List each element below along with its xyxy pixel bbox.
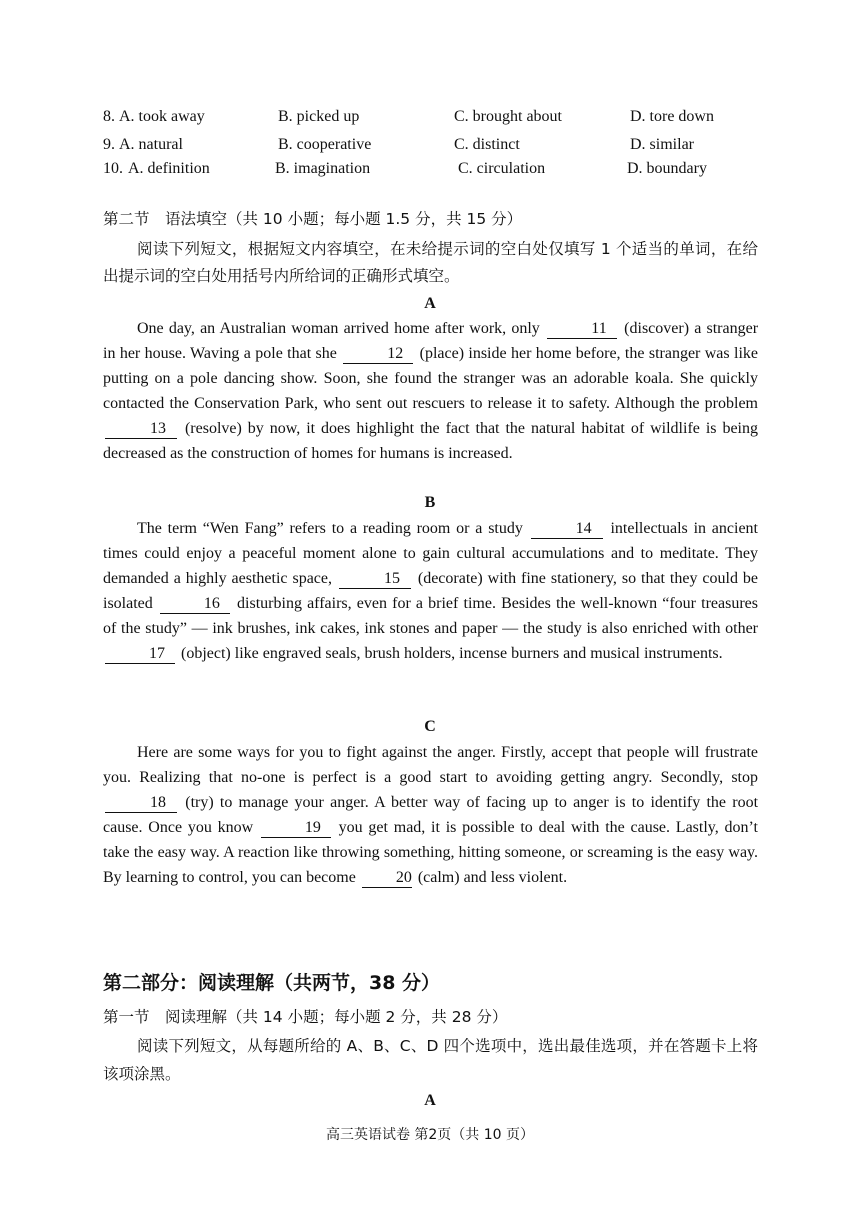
option-c: C. distinct (454, 136, 520, 153)
passage-text: (calm) and less violent. (417, 869, 568, 886)
section-instruction: 阅读下列短文，根据短文内容填空，在未给提示词的空白处仅填写 1 个适当的单词，在给出提示词的空白处用括号内所给词的正确形式填空。 (103, 240, 758, 285)
option-d: D. boundary (627, 160, 707, 177)
passage-a (103, 316, 758, 466)
page-footer: 高三英语试卷 第2页（共 10 页） (325, 1127, 535, 1143)
passage-label-a: A (424, 1092, 436, 1109)
question-number: 9. (103, 136, 115, 153)
option-b: B. imagination (275, 160, 371, 177)
blank-11: 11 (547, 320, 617, 339)
question-number: 10. (103, 160, 123, 177)
blank-13: 13 (105, 420, 177, 439)
passage-text: intellectuals in ancient times could enjoy a peaceful moment alone to gain cultural accumulations and to meditate. They demanded a highly aesthetic space, (103, 520, 759, 587)
option-d: D. similar (630, 136, 694, 153)
passage-label-b: B (424, 494, 436, 511)
option-a: A. definition (128, 160, 210, 177)
passage-text: The term “Wen Fang” refers to a reading room or a study (137, 520, 523, 537)
passage-text: (decorate) with fine stationery, so that they could be isolated (103, 570, 758, 612)
option-d: D. tore down (630, 108, 714, 125)
blank-14: 14 (531, 520, 603, 539)
option-c: C. circulation (458, 160, 546, 177)
passage-c (103, 740, 758, 890)
option-a: A. took away (119, 108, 205, 125)
blank-19: 19 (261, 819, 331, 838)
part-heading: 第二部分：阅读理解（共两节，38 分） (103, 972, 441, 994)
passage-text: you get mad, it is possible to deal with the cause. Lastly, don’t take the easy way. A reaction like throwing something, hitting someone, or screaming is the easy way. By learning to control, you can become (103, 819, 759, 886)
option-row-10 (103, 158, 763, 180)
blank-17: 17 (105, 645, 175, 664)
blank-16: 16 (160, 595, 230, 614)
blank-18: 18 (105, 794, 177, 813)
passage-text: One day, an Australian woman arrived home after work, only (137, 320, 540, 337)
blank-15: 15 (339, 570, 411, 589)
passage-label-c: C (424, 718, 436, 735)
option-b: B. cooperative (278, 136, 372, 153)
option-row-9 (103, 134, 763, 156)
passage-text: disturbing affairs, even for a brief time. Besides the well-known “four treasures of the study” — ink brushes, ink cakes, ink stones and paper — the study is also enriched with other (103, 595, 758, 637)
option-c: C. brought about (454, 108, 562, 125)
passage-b (103, 516, 758, 666)
section-instruction: 阅读下列短文，从每题所给的 A、B、C、D 四个选项中，选出最佳选项，并在答题卡上将该项涂黑。 (103, 1037, 758, 1083)
blank-12: 12 (343, 345, 413, 364)
passage-text: (object) like engraved seals, brush holders, incense burners and musical instruments. (181, 645, 723, 662)
passage-text: (discover) a stranger in her house. Waving a pole that she (103, 320, 759, 362)
passage-text: Here are some ways for you to fight against the anger. Firstly, accept that people will frustrate you. Realizing that no-one is perfect is a good start to avoiding getting angry. Secondly, stop (103, 744, 758, 786)
passage-text: (try) to manage your anger. A better way of facing up to anger is to identify the root cause. Once you know (103, 794, 759, 836)
option-a: A. natural (119, 136, 183, 153)
passage-label-a: A (424, 295, 436, 312)
blank-20: 20 (362, 869, 412, 888)
question-number: 8. (103, 108, 115, 125)
section-heading: 第一节 阅读理解（共 14 小题；每小题 2 分，共 28 分） (103, 1008, 508, 1026)
passage-text: (place) inside her home before, the stranger was like putting on a pole dancing show. Soon, she found the stranger was an adorable koala. She quickly contacted the Conservation Park, who sent out rescuers to release it to safety. Although the problem (103, 345, 759, 412)
passage-text: (resolve) by now, it does highlight the fact that the natural habitat of wildlife is being decreased as the construction of homes for humans is increased. (103, 420, 759, 462)
option-b: B. picked up (278, 108, 360, 125)
option-row-8 (103, 106, 763, 128)
section-heading: 第二节 语法填空（共 10 小题；每小题 1.5 分，共 15 分） (103, 210, 523, 228)
